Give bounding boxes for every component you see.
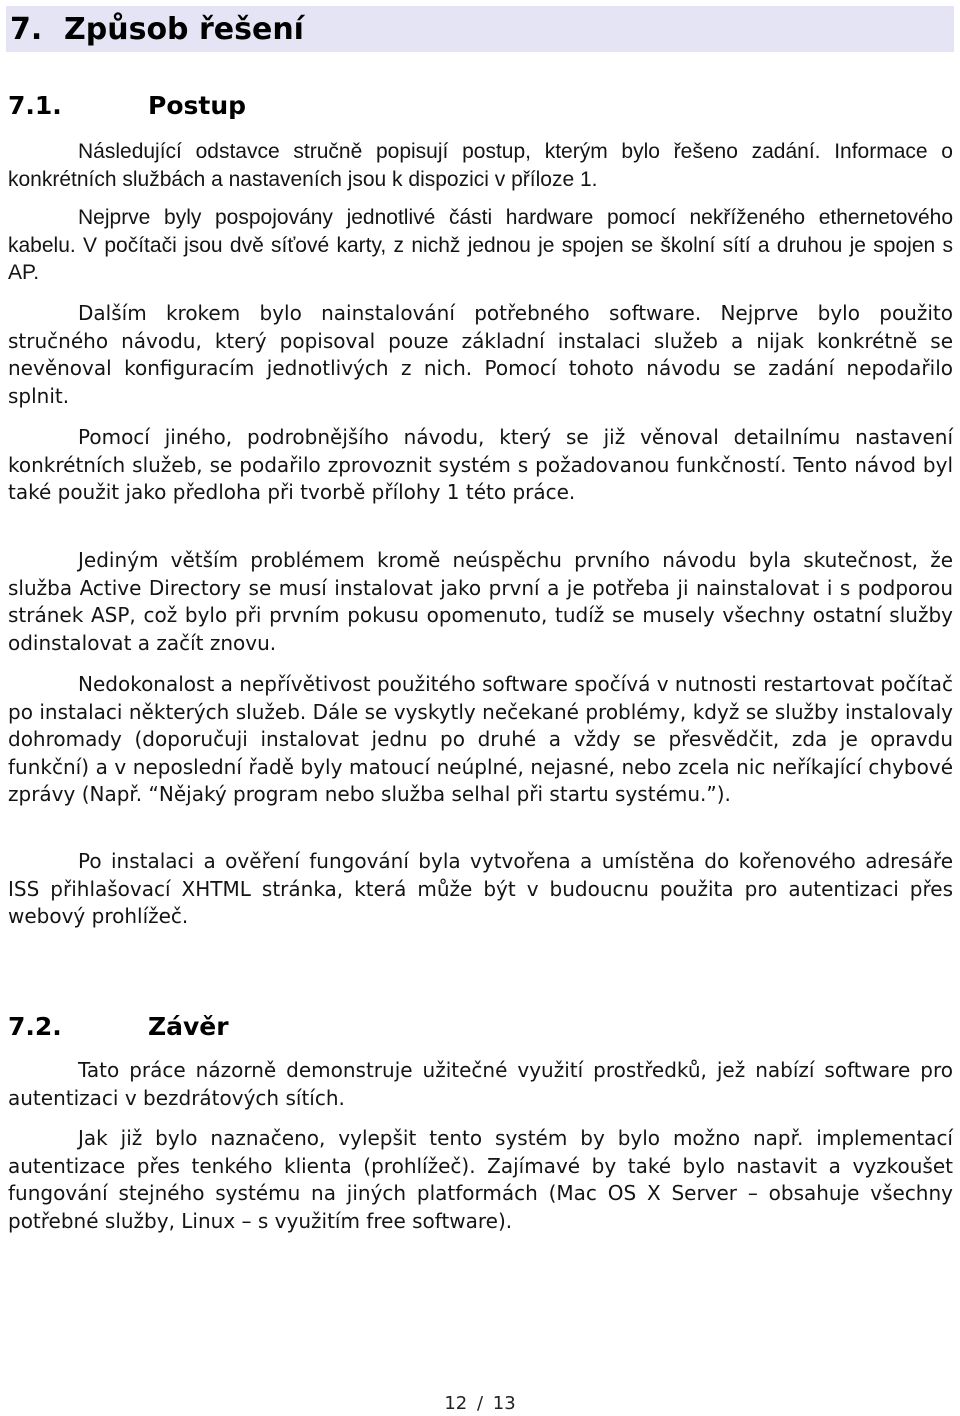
paragraph: Pomocí jiného, podrobnějšího návodu, který se již věnoval detailnímu nastavení konkrétních služeb, se podařilo zprovoznit systém s požadovanou funkčností. Tento návod byl také použit jako předloha při tvorbě přílohy 1 této práce. xyxy=(8,425,953,504)
paragraph: Jediným větším problémem kromě neúspěchu prvního návodu byla skutečnost, že služba Active Directory se musí instalovat jako první a je potřeba ji nainstalovat i s podporou stránek ASP, což bylo při prvním pokusu opomenuto, tudíž se musely všechny ostatní služby odinstalovat a začít znovu. xyxy=(8,548,953,655)
subsection-title: Postup xyxy=(148,91,247,120)
subsection-heading-postup xyxy=(8,90,246,122)
section-title: Způsob řešení xyxy=(64,12,304,47)
page-number: 12 / 13 xyxy=(444,1393,516,1414)
paragraph: Jak již bylo naznačeno, vylepšit tento systém by bylo možno např. implementací autentizace přes tenkého klienta (prohlížeč). Zajímavé by také bylo nastavit a vyzkoušet fungování stejného systému na jiných platformách (Mac OS X Server – obsahuje všechny potřebné služby, Linux – s využitím free software). xyxy=(8,1126,953,1233)
paragraph: Po instalaci a ověření fungování byla vytvořena a umístěna do kořenového adresáře ISS přihlašovací XHTML stránka, která může být v budoucnu použita pro autentizaci přes webový prohlížeč. xyxy=(8,849,953,928)
subsection-number: 7.2. xyxy=(8,1012,62,1041)
subsection-number: 7.1. xyxy=(8,91,62,120)
paragraph: Následující odstavce stručně popisují postup, kterým bylo řešeno zadání. Informace o konkrétních službách a nastaveních jsou k dispozici v příloze 1. xyxy=(8,140,953,191)
section-heading xyxy=(6,6,954,52)
paragraph: Dalším krokem bylo nainstalování potřebného software. Nejprve bylo použito stručného návodu, který popisoval pouze základní instalaci služeb a nijak konkrétně se nevěnoval konfiguracím jednotlivých z nich. Pomocí tohoto návodu se zadání nepodařilo splnit. xyxy=(8,301,953,408)
paragraph: Nejprve byly pospojovány jednotlivé části hardware pomocí nekříženého ethernetového kabelu. V počítači jsou dvě síťové karty, z nichž jednou je spojen se školní sítí a druhou je spojen s AP. xyxy=(8,206,953,284)
paragraph: Nedokonalost a nepřívětivost použitého software spočívá v nutnosti restartovat počítač po instalaci některých služeb. Dále se vyskytly nečekané problémy, když se služby instalovaly dohromady (doporučuji instalovat jednu po druhé a vždy se přesvědčit, zda je opravdu funkční) a v neposlední řadě byly matoucí neúplné, nejasné, nebo zcela nic neříkající chybové zprávy (Např. “Nějaký program nebo služba selhal při startu systému.”). xyxy=(8,672,953,806)
section-number: 7. xyxy=(10,12,43,47)
paragraph: Tato práce názorně demonstruje užitečné využití prostředků, jež nabízí software pro autentizaci v bezdrátových sítích. xyxy=(8,1058,953,1110)
subsection-heading-zaver xyxy=(8,1011,229,1043)
subsection-title: Závěr xyxy=(148,1012,229,1041)
